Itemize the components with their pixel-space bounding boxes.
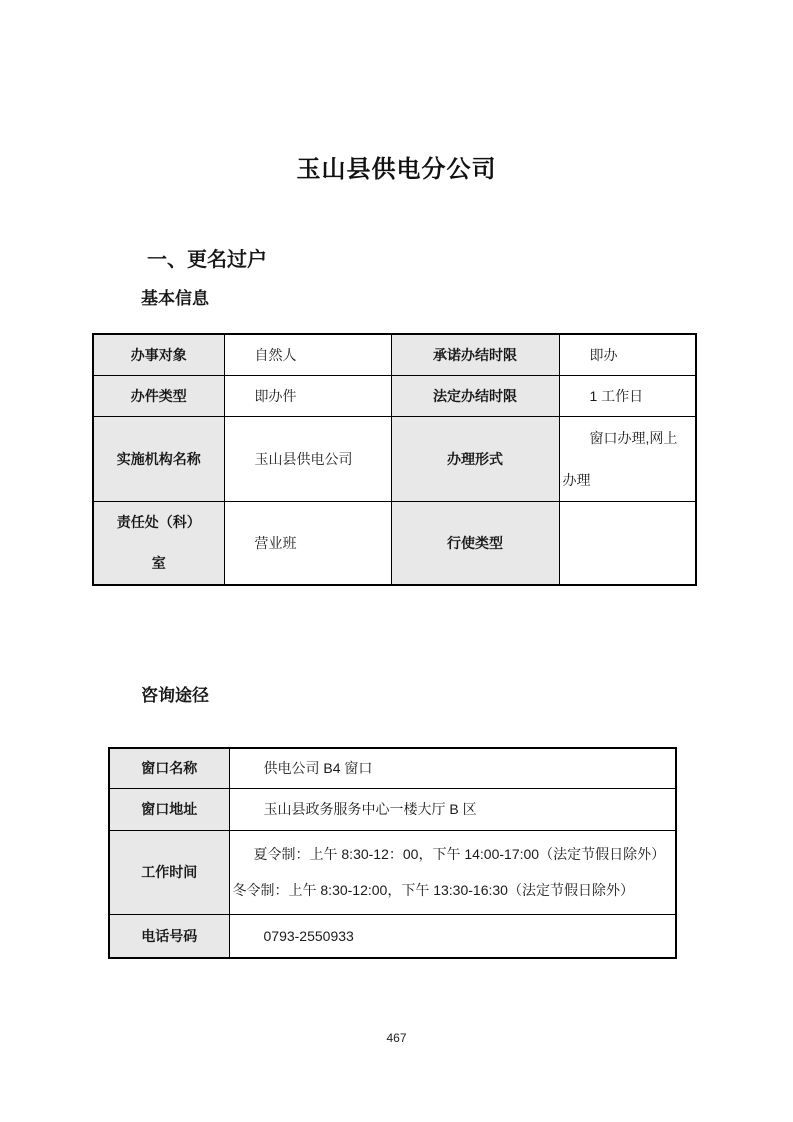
responsible-department-label-line2: 室: [151, 554, 166, 571]
exercise-type-label: 行使类型: [391, 501, 559, 585]
implementing-agency-label: 实施机构名称: [93, 416, 224, 501]
consult-table: [108, 747, 677, 959]
window-name-label: 窗口名称: [109, 748, 229, 788]
table-row: [109, 748, 676, 788]
responsible-department-value: 营业班: [224, 501, 391, 585]
handling-target-label: 办事对象: [93, 334, 224, 375]
window-address-value: 玉山县政务服务中心一楼大厅 B 区: [229, 788, 676, 830]
table-row: [109, 830, 676, 914]
table-row: [109, 914, 676, 958]
page-number: 467: [386, 1031, 407, 1045]
handling-form-value: [559, 416, 696, 501]
table-row: [93, 334, 696, 375]
subsection-heading-consult-channel: 咨询途径: [141, 686, 209, 705]
handling-target-value: 自然人: [224, 334, 391, 375]
statutory-time-limit-value: 1 工作日: [559, 375, 696, 416]
promised-time-limit-label: 承诺办结时限: [391, 334, 559, 375]
table-row: [93, 375, 696, 416]
item-type-label: 办件类型: [93, 375, 224, 416]
exercise-type-value: [559, 501, 696, 585]
working-hours-winter: 冬令制：上午 8:30-12:00，下午 13:30-16:30（法定节假日除外）: [232, 882, 634, 898]
window-name-value: 供电公司 B4 窗口: [229, 748, 676, 788]
working-hours-label: 工作时间: [109, 830, 229, 914]
handling-form-value-line1: 窗口办理,网上: [589, 429, 678, 446]
table-row: [93, 501, 696, 585]
item-type-value: 即办件: [224, 375, 391, 416]
working-hours-summer: 夏令制：上午 8:30-12：00，下午 14:00-17:00（法定节假日除外）: [253, 846, 666, 862]
basic-info-table: [92, 333, 697, 586]
responsible-department-label: [93, 501, 224, 585]
subsection-heading-basic-info: 基本信息: [141, 289, 209, 308]
phone-number-value: 0793-2550933: [229, 914, 676, 958]
section-heading-rename-transfer: 一、更名过户: [147, 249, 267, 271]
handling-form-label: 办理形式: [391, 416, 559, 501]
handling-form-value-line2: 办理: [562, 471, 591, 488]
implementing-agency-value: 玉山县供电公司: [224, 416, 391, 501]
table-row: [109, 788, 676, 830]
promised-time-limit-value: 即办: [559, 334, 696, 375]
working-hours-value: [229, 830, 676, 914]
window-address-label: 窗口地址: [109, 788, 229, 830]
phone-number-label: 电话号码: [109, 914, 229, 958]
responsible-department-label-line1: 责任处（科）: [116, 513, 201, 530]
page-title: 玉山县供电分公司: [296, 154, 497, 183]
statutory-time-limit-label: 法定办结时限: [391, 375, 559, 416]
table-row: [93, 416, 696, 501]
